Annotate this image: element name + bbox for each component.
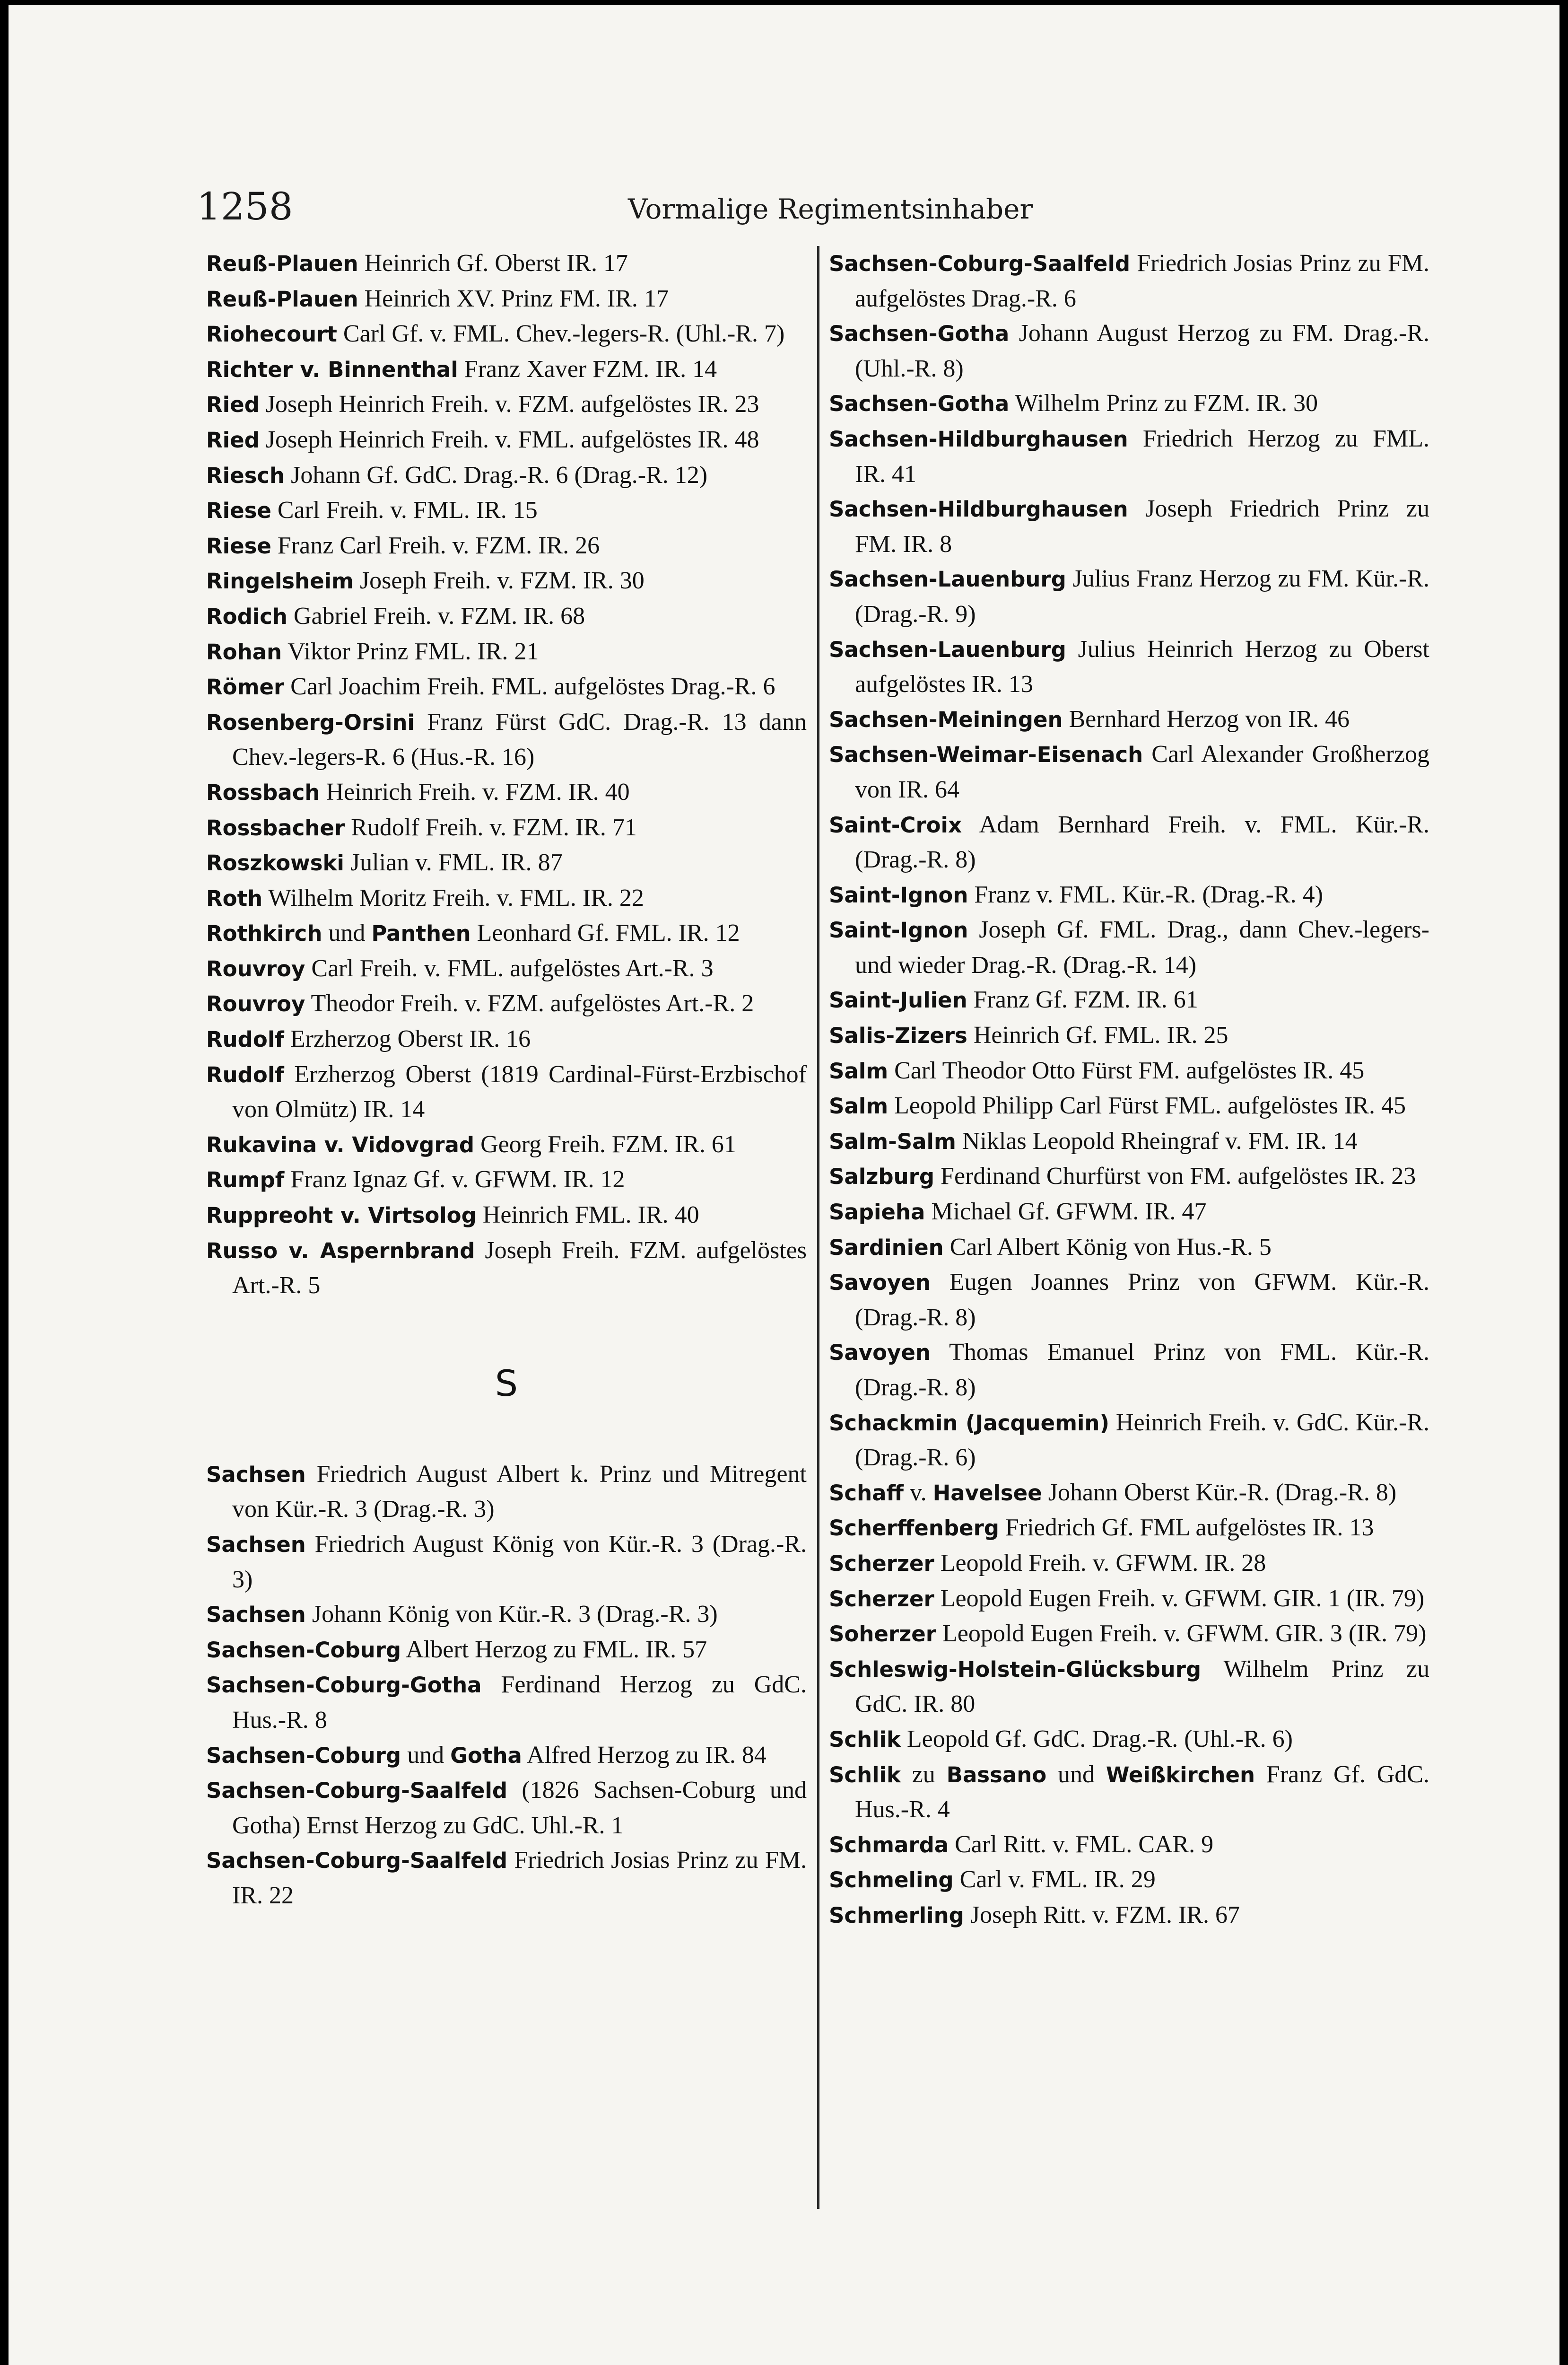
entry-details: Gabriel Freih. v. FZM. IR. 68 [287,602,585,630]
index-entry [829,1159,1429,1194]
index-entry [829,1335,1429,1405]
entry-details: Friedrich August König von Kür.-R. 3 (Drag.-R. 3) [232,1531,807,1593]
index-entry [829,1475,1429,1511]
entry-details: Carl Gf. v. FML. Chev.-legers-R. (Uhl.-R. 7) [337,320,785,348]
entry-name: Salm-Salm [829,1129,956,1154]
index-entry [206,528,807,564]
index-entry [829,386,1429,421]
entry-details: Eugen Joannes Prinz von GFWM. Kür.-R. (Drag.-R. 8) [855,1269,1429,1331]
entry-name: Ringelsheim [206,569,354,594]
entry-details: Carl Albert König von Hus.-R. 5 [943,1233,1272,1261]
entry-details: Erzherzog Oberst (1819 Cardinal-Fürst-Erzbischof von Olmütz) IR. 14 [232,1060,807,1123]
index-entry [206,1843,807,1913]
entry-details: Carl Freih. v. FML. aufgelöstes Art.-R. 3 [305,955,714,982]
entry-name: Savoyen [829,1270,931,1296]
entry-name: Gotha [450,1743,522,1768]
entry-name: Reuß-Plauen [206,286,358,312]
entry-details: Heinrich FML. IR. 40 [476,1201,699,1229]
entry-name: Sachsen-Hildburghausen [829,426,1128,452]
entry-details: Georg Freih. FZM. IR. 61 [474,1130,736,1158]
index-entry [206,810,807,846]
entry-name: Schmerling [829,1902,964,1928]
index-entry [206,669,807,705]
index-entry [829,737,1429,807]
entry-details: Joseph Gf. FML. Drag., dann Chev.-legers- und wieder Drag.-R. (Drag.-R. 14) [855,916,1429,979]
left-column [206,246,807,1913]
entry-details: Friedrich Gf. FML aufgelöstes IR. 13 [999,1514,1374,1542]
entry-name: Scherzer [829,1550,934,1576]
entry-details: Julius Franz Herzog zu FM. Kür.-R. (Drag.-R. 9) [855,565,1429,628]
index-entry [829,491,1429,561]
index-entry [206,599,807,634]
entry-name: Richter v. Binnenthal [206,357,458,382]
index-entry [829,1757,1429,1827]
entry-name: Sachsen-Coburg-Saalfeld [206,1848,508,1874]
entry-details: Leopold Freih. v. GFWM. IR. 28 [934,1549,1266,1577]
index-entry [206,634,807,670]
entry-name: Roszkowski [206,850,344,876]
entry-details: Adam Bernhard Freih. v. FML. Kür.-R. (Drag.-R. 8) [855,811,1429,874]
entry-name: Sachsen-Coburg-Gotha [206,1673,482,1698]
entry-details: Leonhard Gf. FML. IR. 12 [470,920,740,947]
entry-name: Sardinien [829,1235,944,1260]
index-entry [206,951,807,987]
index-entry [206,1233,807,1303]
index-entry [829,1018,1429,1053]
entry-details: Julian v. FML. IR. 87 [344,849,563,876]
entry-name: Ried [206,427,260,453]
index-entry [829,421,1429,491]
index-entry [206,1773,807,1843]
entry-details: zu [900,1761,947,1788]
entry-details: Leopold Eugen Freih. v. GFWM. GIR. 1 (IR. 79) [934,1585,1425,1612]
entry-name: Russo v. Aspernbrand [206,1238,475,1263]
entry-name: Schleswig-Holstein-Glücksburg [829,1656,1202,1682]
entry-details: und [322,920,372,947]
entry-details: Carl Theodor Otto Fürst FM. aufgelöstes IR. 45 [888,1057,1365,1084]
index-entry [206,1127,807,1163]
index-entry [206,1632,807,1668]
entry-name: Salm [829,1058,889,1084]
index-entry [206,881,807,916]
entry-name: Sachsen-Coburg [206,1743,401,1768]
index-entry [206,916,807,951]
entry-details: Friedrich Josias Prinz zu FM. IR. 22 [232,1847,807,1909]
entry-details: (1826 Sachsen-Coburg und Gotha) Ernst Herzog zu GdC. Uhl.-R. 1 [232,1777,807,1839]
entry-name: Reuß-Plauen [206,251,358,276]
entry-details: und [1046,1761,1106,1788]
index-entry [829,1124,1429,1159]
entry-name: Sachsen [206,1532,306,1557]
index-entry [829,1053,1429,1089]
entry-name: Sachsen-Coburg [206,1637,401,1663]
index-entry [829,1088,1429,1124]
entry-details: Friedrich Josias Prinz zu FM. aufgelöstes Drag.-R. 6 [855,250,1429,312]
entry-details: Franz Fürst GdC. Drag.-R. 13 dann Chev.-legers-R. 6 (Hus.-R. 16) [232,708,807,771]
entry-name: Ruppreoht v. Virtsolog [206,1203,477,1228]
index-entry [829,316,1429,386]
right-column [829,246,1429,1933]
entry-name: Rudolf [206,1062,284,1087]
entry-name: Rossbach [206,780,320,805]
entry-details: Julius Heinrich Herzog zu Oberst aufgelöstes IR. 13 [855,635,1429,698]
entry-details: und [401,1741,451,1769]
entry-name: Ried [206,392,260,418]
entry-details: Joseph Friedrich Prinz zu FM. IR. 8 [855,495,1429,558]
entry-name: Sachsen-Coburg-Saalfeld [206,1778,508,1804]
entry-details: Franz v. FML. Kür.-R. (Drag.-R. 4) [968,881,1323,908]
entry-details: Leopold Eugen Freih. v. GFWM. GIR. 3 (IR. 79) [936,1620,1427,1647]
index-entry [829,1405,1429,1475]
entry-name: Sachsen-Gotha [829,321,1010,347]
entry-name: Saint-Ignon [829,882,968,908]
entry-name: Rohan [206,639,282,665]
entry-details: Johann Oberst Kür.-R. (Drag.-R. 8) [1042,1479,1397,1506]
index-entry [206,352,807,387]
index-entry [829,1862,1429,1898]
entry-details: Franz Gf. GdC. Hus.-R. 4 [855,1761,1429,1823]
entry-details: Rudolf Freih. v. FZM. IR. 71 [345,814,637,841]
entry-details: Joseph Ritt. v. FZM. IR. 67 [964,1901,1240,1928]
entry-details: Joseph Heinrich Freih. v. FZM. aufgelöstes IR. 23 [259,391,759,418]
index-entry [829,1194,1429,1230]
index-entry [829,1616,1429,1652]
entry-name: Sachsen-Lauenburg [829,637,1066,662]
index-entry [829,1827,1429,1863]
entry-details: Joseph Freih. FZM. aufgelöstes Art.-R. 5 [232,1236,807,1299]
index-entry [206,845,807,881]
index-entry [829,1510,1429,1546]
entry-name: Schackmin (Jacquemin) [829,1410,1110,1436]
entry-name: Riesch [206,463,285,488]
entry-name: Römer [206,674,285,700]
index-entry [206,1597,807,1632]
entry-details: Carl Ritt. v. FML. CAR. 9 [949,1831,1214,1858]
entry-name: Sachsen-Lauenburg [829,567,1066,592]
entry-details: Heinrich Freih. v. GdC. Kür.-R. (Drag.-R. 6) [855,1409,1429,1472]
entry-name: Schlik [829,1762,901,1787]
entry-name: Salm [829,1094,889,1119]
entry-details: Carl v. FML. IR. 29 [953,1866,1156,1893]
entry-name: Salis-Zizers [829,1023,967,1049]
index-entry [206,458,807,493]
entry-details: Theodor Freih. v. FZM. aufgelöstes Art.-R. 2 [305,990,754,1017]
entry-details: Wilhelm Prinz zu GdC. IR. 80 [855,1655,1429,1718]
entry-details: Heinrich XV. Prinz FM. IR. 17 [358,285,669,312]
index-entry [206,493,807,528]
entry-details: Franz Gf. FZM. IR. 61 [967,986,1198,1014]
entry-name: Sachsen-Meiningen [829,707,1063,732]
entry-details: Carl Alexander Großherzog von IR. 64 [855,741,1429,803]
entry-details: Johann August Herzog zu FM. Drag.-R. (Uhl.-R. 8) [855,320,1429,382]
index-entry [829,1581,1429,1617]
entry-details: Ferdinand Churfürst von FM. aufgelöstes IR. 23 [934,1163,1416,1190]
entry-name: Rosenberg-Orsini [206,710,415,735]
entry-name: Bassano [946,1762,1047,1787]
index-entry [206,705,807,775]
index-entry [206,1738,807,1773]
index-entry [206,775,807,810]
entry-name: Riese [206,498,271,524]
entry-name: Rothkirch [206,921,322,946]
entry-details: Wilhelm Prinz zu FZM. IR. 30 [1009,390,1318,417]
page-number: 1258 [197,184,293,228]
entry-details: Johann Gf. GdC. Drag.-R. 6 (Drag.-R. 12) [285,461,708,489]
entry-name: Soherzer [829,1621,936,1647]
entry-name: Scherzer [829,1586,934,1612]
index-entry [829,1546,1429,1581]
entry-name: Savoyen [829,1340,931,1366]
index-entry [206,1527,807,1597]
entry-name: Salzburg [829,1164,935,1190]
entry-name: Sachsen [206,1602,306,1628]
entry-details: Johann König von Kür.-R. 3 (Drag.-R. 3) [305,1601,718,1628]
index-entry [206,281,807,317]
entry-name: Sapieha [829,1200,925,1225]
entry-details: Viktor Prinz FML. IR. 21 [282,638,539,665]
entry-name: Havelsee [932,1480,1042,1506]
entry-details: Wilhelm Moritz Freih. v. FML. IR. 22 [262,884,644,911]
index-entry [206,563,807,599]
entry-details: Erzherzog Oberst IR. 16 [284,1025,531,1053]
index-entry [829,807,1429,877]
entry-name: Schlik [829,1726,901,1752]
index-entry [206,1022,807,1057]
entry-name: Riohecourt [206,322,337,347]
entry-details: Niklas Leopold Rheingraf v. FM. IR. 14 [956,1127,1358,1155]
entry-details: Franz Ignaz Gf. v. GFWM. IR. 12 [284,1166,625,1193]
entry-details: Heinrich Gf. FML. IR. 25 [967,1022,1228,1049]
entry-name: Scherffenberg [829,1515,999,1541]
entry-details: Carl Joachim Freih. FML. aufgelöstes Drag.-R. 6 [284,673,775,701]
index-entry [829,1898,1429,1933]
entry-details: Ferdinand Herzog zu GdC. Hus.-R. 8 [232,1671,807,1734]
entry-details: Alfred Herzog zu IR. 84 [522,1741,767,1769]
entry-name: Rumpf [206,1167,285,1193]
book-page [9,5,1559,2365]
index-entry [206,1162,807,1198]
column-divider [817,246,819,2209]
entry-details: v. [903,1479,933,1506]
entry-name: Rukavina v. Vidovgrad [206,1132,475,1157]
index-entry [206,1667,807,1737]
index-entry [829,877,1429,913]
entry-name: Panthen [371,921,471,946]
index-entry [206,1198,807,1233]
entry-name: Saint-Julien [829,988,967,1013]
entry-name: Rossbacher [206,815,345,841]
entry-details: Bernhard Herzog von IR. 46 [1063,705,1350,733]
index-entry [206,316,807,352]
entry-details: Carl Freih. v. FML. IR. 15 [271,497,538,524]
index-entry [206,387,807,422]
entry-name: Rodich [206,604,287,629]
index-entry [829,1230,1429,1265]
index-entry [829,561,1429,631]
entry-name: Rudolf [206,1027,284,1052]
entry-name: Saint-Croix [829,812,962,838]
entry-name: Rouvroy [206,956,305,981]
entry-details: Leopold Philipp Carl Fürst FML. aufgelöstes IR. 45 [888,1092,1406,1120]
entry-details: Heinrich Gf. Oberst IR. 17 [358,250,628,277]
index-entry [829,1265,1429,1335]
index-entry [829,1652,1429,1722]
index-entry [206,1057,807,1127]
index-entry [206,1457,807,1527]
index-entry [206,422,807,458]
entry-details: Franz Xaver FZM. IR. 14 [458,355,717,383]
index-entry [829,632,1429,702]
entry-name: Saint-Ignon [829,918,968,943]
entry-name: Sachsen-Weimar-Eisenach [829,742,1143,768]
entry-details: Heinrich Freih. v. FZM. IR. 40 [320,778,630,806]
entry-name: Schmeling [829,1867,954,1893]
entry-name: Sachsen-Coburg-Saalfeld [829,251,1131,276]
index-entry [829,912,1429,982]
entry-name: Schaff [829,1480,904,1506]
index-entry [829,246,1429,316]
page-header [9,147,1559,228]
index-entry [206,986,807,1022]
entry-name: Weißkirchen [1106,1762,1255,1787]
entry-details: Friedrich Herzog zu FML. IR. 41 [855,425,1429,488]
entry-name: Roth [206,885,263,911]
entry-name: Sachsen-Gotha [829,391,1010,417]
entry-name: Sachsen [206,1462,306,1487]
entry-details: Leopold Gf. GdC. Drag.-R. (Uhl.-R. 6) [900,1725,1293,1752]
entry-details: Joseph Freih. v. FZM. IR. 30 [353,567,645,595]
index-entry [829,1722,1429,1757]
entry-details: Albert Herzog zu FML. IR. 57 [401,1636,707,1663]
entry-details: Joseph Heinrich Freih. v. FML. aufgelöstes IR. 48 [259,426,759,453]
entry-details: Michael Gf. GFWM. IR. 47 [925,1198,1207,1226]
index-entry [829,702,1429,737]
entry-details: Franz Carl Freih. v. FZM. IR. 26 [271,532,600,559]
entry-name: Schmarda [829,1832,949,1857]
entry-name: Sachsen-Hildburghausen [829,497,1128,522]
section-letter: S [495,1362,518,1404]
entry-details: Thomas Emanuel Prinz von FML. Kür.-R. (Drag.-R. 8) [855,1339,1429,1401]
index-entry [206,246,807,281]
entry-details: Friedrich August Albert k. Prinz und Mitregent von Kür.-R. 3 (Drag.-R. 3) [232,1460,807,1523]
running-title: Vormalige Regimentsinhaber [628,193,1033,225]
index-entry [829,982,1429,1018]
entry-name: Riese [206,533,271,559]
entry-name: Rouvroy [206,991,305,1017]
